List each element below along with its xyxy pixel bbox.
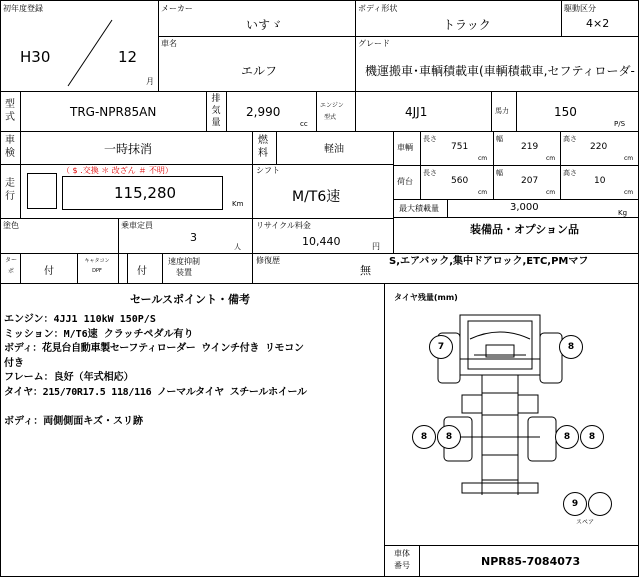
repair-value: 無 [360,264,371,277]
chassis-label [394,548,410,572]
cargo-height-value: 10 [594,176,606,186]
capacity-unit: 人 [234,243,241,251]
reg-month: 12 [118,48,138,66]
vehicle-length-value: 751 [451,142,469,152]
chassis-label-1: 車体 [394,549,410,558]
reg-label: 初年度登録 [3,4,43,13]
mileage-unit: Km [232,200,244,208]
tire-rear-right-outer: 8 [580,425,604,449]
horsepower-value: 150 [554,105,577,119]
recycle-unit: 円 [372,242,380,251]
vehicle-dims-label: 車輌 [397,143,413,152]
displacement-unit: cc [300,120,308,128]
capacity-value: 3 [190,231,197,244]
maker-label: メーカー [161,4,193,13]
reg-divider-slash [60,18,120,88]
sales-line [4,400,307,415]
cargo-width-label: 幅 [496,169,503,177]
body-type-label: ボディ形状 [358,4,398,13]
vehicle-length-label: 長さ [423,135,437,143]
inspection-label-2: 検 [5,148,15,159]
dpf-value: 付 [137,266,147,277]
tire-front-right: 8 [559,335,583,359]
max-load-value: 3,000 [510,202,539,213]
mileage-label-1: 走 [5,178,15,189]
model-label-2: 式 [5,112,15,123]
fuel-value: 軽油 [324,144,344,155]
mileage-value: 115,280 [114,184,177,202]
fuel-label-1: 燃 [258,135,268,146]
shift-value: M/T6速 [292,189,341,205]
mileage-note: （ $ .交換 ＊ 改ざん ＃ 不明） [62,166,173,175]
dpf-label-1: キャタコン [84,258,110,264]
cargo-length-value: 560 [451,176,469,186]
cargo-length-label: 長さ [423,169,437,177]
vehicle-length-unit: cm [478,155,488,162]
speed-limiter-label [164,256,204,278]
model-label-1: 型 [5,99,15,110]
mileage-checkbox [27,173,57,209]
vehicle-height-unit: cm [624,155,634,162]
tire-rear-left-inner: 8 [437,425,461,449]
mileage-label-2: 行 [5,191,15,202]
turbo-label-2: ボ [7,268,14,275]
drive-value: 4×2 [586,17,610,30]
tire-spare-empty [588,492,612,516]
reg-era-year: H30 [20,48,51,66]
fuel-label-2: 料 [258,148,268,159]
chassis-value: NPR85-7084073 [481,555,581,568]
fuel-label [256,134,270,160]
recycle-label: リサイクル料金 [256,221,311,230]
mileage-label [3,177,17,203]
equipment-text: S,エアバック,集中ドアロック,ETC,PMマフ [389,256,589,267]
displacement-label-1: 排 [211,94,221,104]
model-label [3,98,17,124]
vehicle-width-label: 幅 [496,135,503,143]
dpf-label [78,256,116,276]
horsepower-unit: P/S [614,120,626,128]
car-name-value: エルフ [241,64,278,78]
vehicle-width-unit: cm [546,155,556,162]
sales-lines [4,313,307,429]
grade-label: グレード [358,39,390,48]
turbo-label-1: ター [4,257,17,264]
equipment-title: 装備品・オプション品 [470,223,580,236]
sales-line: ボディ：花見台自動車製セーフティローダー ウインチ付き リモコン [4,343,304,354]
cargo-height-label: 高さ [563,169,577,177]
inspection-label [3,134,17,160]
engine-type-value: 4JJ1 [405,105,428,119]
repair-label: 修復歴 [256,256,280,265]
reg-month-unit: 月 [146,77,154,86]
recycle-value: 10,440 [302,235,341,248]
displacement-label [209,93,223,129]
cargo-width-unit: cm [546,189,556,196]
cargo-height-unit: cm [624,189,634,196]
vehicle-width-value: 219 [521,142,539,152]
sales-title: セールスポイント・備考 [130,293,251,306]
shift-label: シフト [256,166,280,175]
cargo-width-value: 207 [521,176,539,186]
capacity-label: 乗車定員 [121,221,153,230]
tire-spare-label: スペア [576,519,595,526]
engine-type-label-2: 型式 [324,114,337,121]
tires-title: タイヤ残量(mm) [394,293,458,302]
engine-type-label-1: エンジン [320,102,344,109]
sales-line: ミッション：M/T6速 クラッチペダル有り [4,328,194,340]
displacement-label-3: 量 [211,118,221,128]
sales-line: フレーム：良好（年式相応） [4,372,134,383]
max-load-unit: Kg [618,209,628,217]
speed-limiter-label-1: 速度抑制 [168,257,200,266]
turbo-value: 付 [44,266,54,277]
dpf-label-2: DPF [92,268,102,274]
chassis-label-2: 番号 [394,561,410,570]
cargo-dims-label: 荷台 [397,177,413,186]
tire-rear-left-outer: 8 [412,425,436,449]
speed-limiter-label-2: 装置 [176,268,192,277]
inspection-label-1: 車 [5,135,15,146]
turbo-label [4,255,18,277]
tire-rear-right-inner: 8 [555,425,579,449]
drive-label: 駆動区分 [564,4,596,13]
displacement-label-2: 気 [211,106,221,116]
vehicle-height-label: 高さ [563,135,577,143]
tire-spare: 9 [563,492,587,516]
maker-value: いすゞ [246,18,283,32]
vehicle-height-value: 220 [590,142,608,152]
grade-value: 機運搬車･車輌積載車(車輌積載車,セフティローダ- [365,64,635,78]
cargo-length-unit: cm [478,189,488,196]
body-type-value: トラック [443,18,491,32]
displacement-value: 2,990 [246,105,281,119]
sales-line: 付き [4,357,24,369]
car-name-label: 車名 [161,39,177,48]
sales-line: タイヤ：215/70R17.5 118/116 ノーマルタイヤ スチールホイール [4,386,307,398]
sales-line: ボディ：両側側面キズ・スリ跡 [4,415,143,427]
max-load-label: 最大積載量 [399,204,439,213]
horsepower-label: 馬力 [495,107,509,115]
model-value: TRG-NPR85AN [70,105,157,119]
color-label: 塗色 [3,221,19,230]
inspection-value: 一時抹消 [104,142,153,156]
tire-front-left: 7 [429,335,453,359]
sales-line: エンジン：4JJ1 110kW 150P/S [4,314,156,325]
